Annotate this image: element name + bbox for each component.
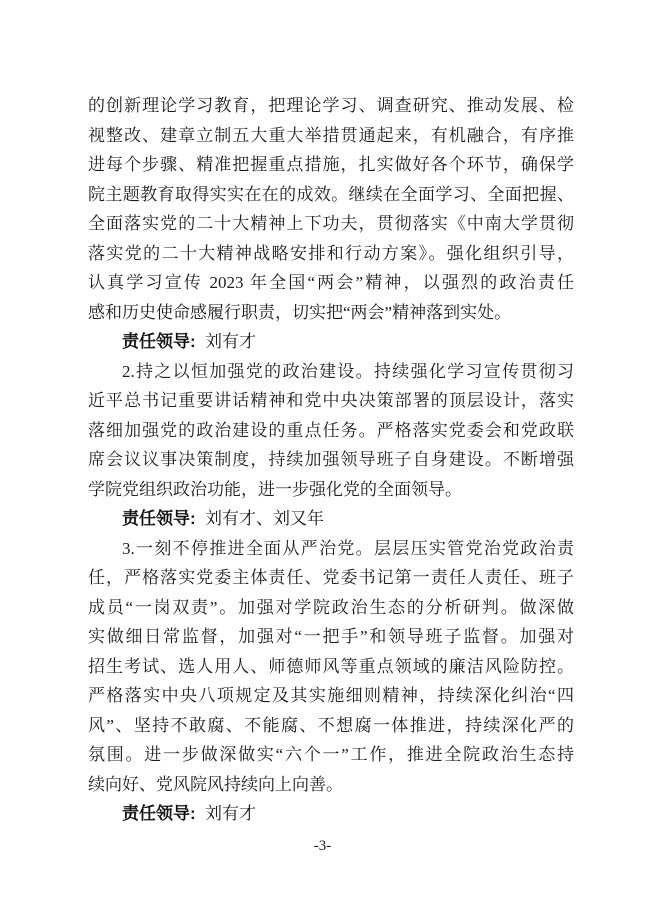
paragraph1-line-4: 院主题教育取得实实在在的成效。继续在全面学习、全面把握、: [88, 184, 574, 204]
paragraph1-line-5: 全面落实党的二十大精神上下功夫，贯彻落实《中南大学贯彻: [88, 214, 574, 233]
paragraph3-line-7: 风”、坚持不敢腐、不能腐、不想腐一体推进，持续深化严的: [88, 715, 574, 735]
paragraph1-line-1: 的创新理论学习教育，把理论学习、调查研究、推动发展、检: [88, 96, 574, 115]
paragraph1-line-8: 感和历史使命感履行职责，切实把“两会”精神落到实处。: [88, 302, 512, 322]
responsible-leader-names: 刘有才、刘又年: [205, 509, 325, 528]
paragraph3-line-8: 氛围。进一步做深做实“六个一”工作，推进全院政治生态持: [88, 745, 574, 764]
paragraph3-line-9: 续向好、党风院风持续向上向善。: [88, 774, 343, 794]
paragraph2-line-4: 席会议议事决策制度，持续加强领导班子自身建设。不断增强: [88, 450, 574, 469]
responsible-leader-name: 刘有才: [205, 804, 257, 823]
responsible-leader-line-3: [88, 799, 574, 829]
paragraph3-line-5: 招生考试、选人用人、师德师风等重点领域的廉洁风险防控。: [88, 656, 574, 676]
paragraph1-line-2: 视整改、建章立制五大重大举措贯通起来，有机融合，有序推: [88, 125, 574, 145]
paragraph2-line-2: 近平总书记重要讲话精神和党中央决策部署的顶层设计，落实: [88, 391, 574, 410]
responsible-leader-label: 责任领导:: [122, 804, 196, 823]
paragraph3-line-4: 实做细日常监督，加强对“一把手”和领导班子监督。加强对: [88, 627, 574, 646]
paragraph2-line-3: 落细加强党的政治建设的重点任务。严格落实党委会和党政联: [88, 420, 574, 440]
paragraph1-line-7: 认真学习宣传 2023 年全国“两会”精神，以强烈的政治责任: [88, 273, 574, 292]
responsible-leader-line-1: [88, 327, 574, 357]
paragraph1-line-6: 落实党的二十大精神战略安排和行动方案》。强化组织引导，: [88, 243, 574, 263]
paragraph2-line-5: 学院党组织政治功能，进一步强化党的全面领导。: [88, 479, 462, 499]
responsible-leader-label: 责任领导:: [122, 509, 196, 528]
paragraph2-line-1: 2.持之以恒加强党的政治建设。持续强化学习宣传贯彻习: [122, 361, 574, 381]
responsible-leader-label: 责任领导:: [122, 332, 196, 351]
responsible-leader-line-2: [88, 504, 574, 534]
paragraph1-line-3: 进每个步骤、精准把握重点措施，扎实做好各个环节，确保学: [88, 155, 574, 174]
page-number: -3-: [313, 838, 332, 854]
paragraph3-line-3: 成员“一岗双责”。加强对学院政治生态的分析研判。做深做: [88, 597, 574, 617]
responsible-leader-name: 刘有才: [205, 332, 257, 351]
document-body: [88, 91, 574, 829]
paragraph3-line-6: 严格落实中央八项规定及其实施细则精神，持续深化纠治“四: [88, 686, 574, 705]
paragraph3-line-2: 任，严格落实党委主体责任、党委书记第一责任人责任、班子: [88, 568, 574, 587]
paragraph3-line-1: 3.一刻不停推进全面从严治党。层层压实管党治党政治责: [122, 538, 574, 558]
